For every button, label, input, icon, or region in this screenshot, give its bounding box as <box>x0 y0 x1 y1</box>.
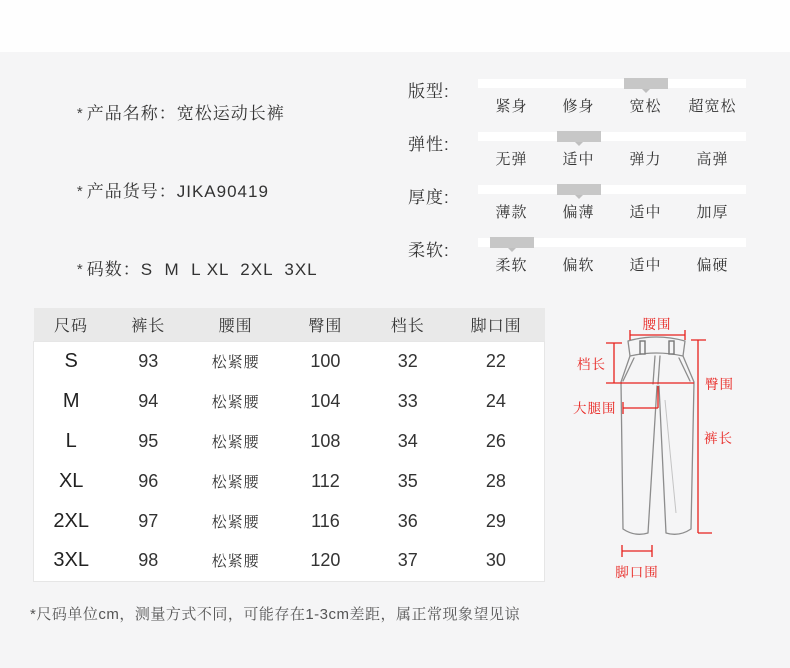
size-cell: 松紧腰 <box>188 341 283 381</box>
attribute-scales-section <box>408 76 746 288</box>
table-row <box>34 421 545 461</box>
scale-row-softness <box>408 235 746 288</box>
scale-bar <box>478 79 746 88</box>
scale-label: 厚度: <box>408 188 450 207</box>
size-table <box>33 308 545 582</box>
size-table-header-cell: 腰围 <box>188 308 283 341</box>
crotch-length-measure-line <box>606 343 622 383</box>
size-cell: 松紧腰 <box>188 461 283 501</box>
size-cell: 33 <box>368 381 448 421</box>
crotch-length-label: 档长 <box>577 357 606 372</box>
size-cell: 2XL <box>34 501 109 541</box>
size-cell: L <box>34 421 109 461</box>
size-cell: 100 <box>283 341 368 381</box>
size-table-header-cell: 脚口围 <box>448 308 545 341</box>
size-table-header-cell: 裤长 <box>108 308 188 341</box>
size-cell: 30 <box>448 541 545 581</box>
size-cell: 120 <box>283 541 368 581</box>
size-cell: 32 <box>368 341 448 381</box>
scale-option: 适中 <box>562 151 595 168</box>
leg-opening-label: 脚口围 <box>615 565 659 580</box>
size-cell: 116 <box>283 501 368 541</box>
thigh-label: 大腿围 <box>573 401 617 416</box>
size-cell: 28 <box>448 461 545 501</box>
size-cell: S <box>34 341 109 381</box>
product-info-value: S M L XL 2XL 3XL <box>140 260 318 279</box>
scale-body <box>478 182 746 235</box>
waist-label: 腰围 <box>642 317 672 332</box>
scale-option: 薄款 <box>495 204 528 221</box>
scale-option: 偏薄 <box>562 204 595 221</box>
scale-row-fit <box>408 76 746 129</box>
thigh-measure-line <box>623 386 658 414</box>
size-table-header-cell: 档长 <box>368 308 448 341</box>
product-info-label: 产品货号： <box>86 182 177 201</box>
size-cell: 97 <box>108 501 188 541</box>
scale-bar <box>478 185 746 194</box>
scale-option: 偏硬 <box>696 257 729 274</box>
scale-option: 弹力 <box>629 151 662 168</box>
size-cell: 松紧腰 <box>188 501 283 541</box>
size-cell: 松紧腰 <box>188 381 283 421</box>
pants-measurement-diagram <box>555 300 790 600</box>
scale-option: 无弹 <box>495 151 528 168</box>
scale-option: 超宽松 <box>688 98 737 115</box>
size-cell: 36 <box>368 501 448 541</box>
scale-option: 加厚 <box>696 204 729 221</box>
scale-option: 宽松 <box>629 98 662 115</box>
table-row <box>34 541 545 581</box>
pants-crease-line <box>665 400 676 513</box>
product-sizes-line <box>54 240 318 300</box>
scale-option: 紧身 <box>495 98 528 115</box>
scale-option: 修身 <box>562 98 595 115</box>
size-cell: 37 <box>368 541 448 581</box>
scale-option: 偏软 <box>562 257 595 274</box>
pants-pockets <box>623 358 690 381</box>
size-cell: 96 <box>108 461 188 501</box>
size-cell: 3XL <box>34 541 109 581</box>
pants-fly <box>653 356 660 384</box>
footnote: *尺码单位cm，测量方式不同，可能存在1-3cm差距，属正常现象望见谅 <box>30 606 521 623</box>
scale-option: 适中 <box>629 204 662 221</box>
size-table-header-cell: 臀围 <box>283 308 368 341</box>
scale-label: 弹性: <box>408 135 450 154</box>
scale-body <box>478 129 746 182</box>
scale-option: 适中 <box>629 257 662 274</box>
size-cell: XL <box>34 461 109 501</box>
size-cell: 松紧腰 <box>188 421 283 461</box>
size-cell: 34 <box>368 421 448 461</box>
size-cell: 35 <box>368 461 448 501</box>
required-asterisk: * <box>76 261 84 278</box>
scale-label: 柔软: <box>408 241 450 260</box>
size-cell: 松紧腰 <box>188 541 283 581</box>
product-info-label: 码数： <box>86 260 141 279</box>
pant-length-label: 裤长 <box>704 431 733 446</box>
scale-marker <box>490 237 534 248</box>
scale-options <box>478 201 746 222</box>
belt-loop-right <box>669 341 674 354</box>
table-row <box>34 341 545 381</box>
product-info-label: 产品名称： <box>86 104 177 123</box>
scale-marker <box>557 184 601 195</box>
required-asterisk: * <box>76 105 84 122</box>
size-table-header-row <box>34 308 545 341</box>
size-cell: 93 <box>108 341 188 381</box>
table-row <box>34 461 545 501</box>
top-white-strip <box>0 0 790 52</box>
size-cell: 29 <box>448 501 545 541</box>
size-cell: 98 <box>108 541 188 581</box>
size-cell: 112 <box>283 461 368 501</box>
leg-opening-measure-line <box>622 545 652 557</box>
scale-options <box>478 95 746 116</box>
scale-row-thickness <box>408 182 746 235</box>
table-row <box>34 501 545 541</box>
scale-marker <box>624 78 668 89</box>
size-cell: 94 <box>108 381 188 421</box>
size-cell: 26 <box>448 421 545 461</box>
product-info-value: JIKA90419 <box>176 182 269 201</box>
scale-marker <box>557 131 601 142</box>
belt-loop-left <box>640 341 645 354</box>
scale-options <box>478 254 746 275</box>
size-cell: M <box>34 381 109 421</box>
pants-waistband <box>628 337 685 356</box>
scale-body <box>478 235 746 288</box>
scale-label: 版型: <box>408 82 450 101</box>
product-name-line <box>54 84 318 144</box>
scale-option: 柔软 <box>495 257 528 274</box>
size-cell: 108 <box>283 421 368 461</box>
hip-label: 臀围 <box>705 377 734 392</box>
size-cell: 22 <box>448 341 545 381</box>
table-row <box>34 381 545 421</box>
size-cell: 24 <box>448 381 545 421</box>
scale-option: 高弹 <box>696 151 729 168</box>
size-cell: 104 <box>283 381 368 421</box>
product-info-value: 宽松运动长裤 <box>176 104 285 123</box>
size-cell: 95 <box>108 421 188 461</box>
scale-bar <box>478 132 746 141</box>
required-asterisk: * <box>76 183 84 200</box>
scale-options <box>478 148 746 169</box>
product-sku-line <box>54 162 318 222</box>
scale-row-elasticity <box>408 129 746 182</box>
size-table-header-cell: 尺码 <box>34 308 109 341</box>
scale-body <box>478 76 746 129</box>
scale-bar <box>478 238 746 247</box>
